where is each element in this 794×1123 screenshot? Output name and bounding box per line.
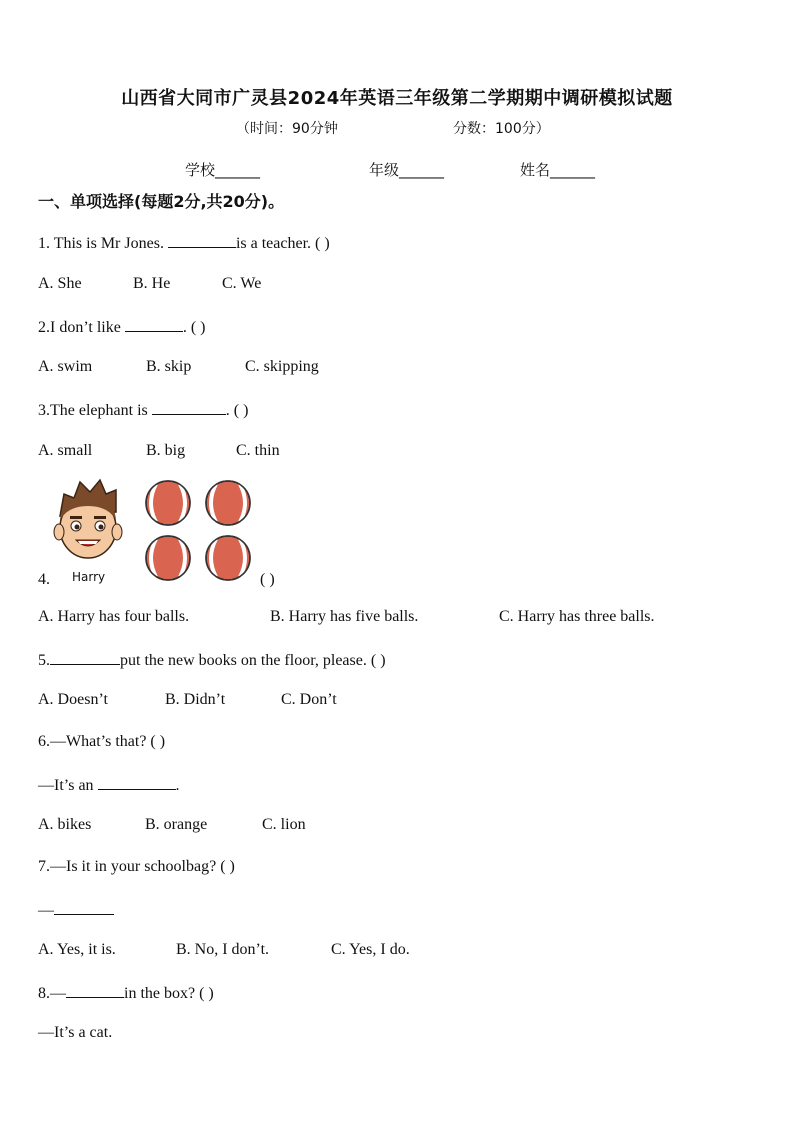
q5-text-pre: 5.: [38, 652, 50, 669]
q2-option-a[interactable]: A. swim: [38, 358, 93, 375]
q2-option-b[interactable]: B. skip: [146, 358, 192, 375]
q3-blank[interactable]: [152, 400, 226, 415]
q3-text-post: . ( ): [225, 402, 249, 419]
q2-blank[interactable]: [125, 317, 183, 332]
q7-option-c[interactable]: C. Yes, I do.: [331, 941, 410, 958]
question-1: [38, 233, 330, 253]
q6-text-pre: —It’s an: [38, 777, 98, 794]
q6-option-c[interactable]: C. lion: [262, 816, 306, 833]
q4-number: 4.: [38, 571, 50, 588]
question-6: 6.—What’s that? ( ): [38, 733, 166, 750]
question-2: [38, 317, 205, 337]
q6-answer-line: [38, 775, 180, 795]
q7-text-pre: —: [38, 902, 54, 919]
question-5: [38, 650, 386, 670]
picture-caption: Harry: [72, 570, 106, 584]
q1-blank[interactable]: [168, 233, 236, 248]
q3-option-c[interactable]: C. thin: [236, 442, 280, 459]
q1-option-a[interactable]: A. She: [38, 275, 82, 292]
beach-ball-icon: [206, 536, 250, 580]
q7-answer-line: [38, 900, 114, 920]
exam-time: （时间：90分钟: [236, 121, 338, 137]
q1-option-b[interactable]: B. He: [133, 275, 171, 292]
q6-text-post: .: [175, 777, 180, 794]
q6-option-b[interactable]: B. orange: [145, 816, 208, 833]
q3-option-b[interactable]: B. big: [146, 442, 186, 459]
q6-blank[interactable]: [98, 775, 176, 790]
section-heading: 一、单项选择(每题2分,共20分)。: [38, 192, 285, 211]
q2-option-c[interactable]: C. skipping: [245, 358, 319, 375]
name-field[interactable]: 姓名______: [520, 161, 596, 179]
q7-option-b[interactable]: B. No, I don’t.: [176, 941, 270, 958]
q2-text-post: . ( ): [182, 319, 206, 336]
q5-option-b[interactable]: B. Didn’t: [165, 691, 226, 708]
q4-option-a[interactable]: A. Harry has four balls.: [38, 608, 190, 625]
q1-text-post: is a teacher. ( ): [235, 235, 330, 252]
question-7: 7.—Is it in your schoolbag? ( ): [38, 858, 235, 875]
q4-answer-paren[interactable]: ( ): [260, 571, 275, 588]
q8-blank[interactable]: [66, 983, 124, 998]
q3-option-a[interactable]: A. small: [38, 442, 93, 459]
boy-face-icon: [54, 480, 122, 558]
q8-text-pre: 8.—: [38, 985, 66, 1002]
q1-text-pre: 1. This is Mr Jones.: [38, 235, 168, 252]
grade-field[interactable]: 年级______: [369, 161, 445, 179]
q5-text-post: put the new books on the floor, please. ( ): [120, 652, 386, 669]
q5-blank[interactable]: [50, 650, 120, 665]
q4-option-c[interactable]: C. Harry has three balls.: [499, 608, 655, 625]
q4-option-b[interactable]: B. Harry has five balls.: [270, 608, 419, 625]
q7-option-a[interactable]: A. Yes, it is.: [38, 941, 116, 958]
beach-ball-icon: [206, 481, 250, 525]
question-8: [38, 983, 214, 1003]
beach-ball-icon: [146, 481, 190, 525]
q5-option-a[interactable]: A. Doesn’t: [38, 691, 108, 708]
q8-answer-line: —It’s a cat.: [38, 1024, 113, 1041]
q3-text-pre: 3.The elephant is: [38, 402, 152, 419]
exam-score: 分数：100分）: [453, 121, 550, 137]
question-3: [38, 400, 248, 420]
q2-text-pre: 2.I don’t like: [38, 319, 125, 336]
q8-text-post: in the box? ( ): [124, 985, 214, 1002]
beach-ball-icon: [146, 536, 190, 580]
school-field[interactable]: 学校______: [185, 161, 261, 179]
q7-blank[interactable]: [54, 900, 114, 915]
q5-option-c[interactable]: C. Don’t: [281, 691, 337, 708]
page-title: 山西省大同市广灵县2024年英语三年级第二学期期中调研模拟试题: [121, 88, 673, 109]
q1-option-c[interactable]: C. We: [222, 275, 262, 292]
q6-option-a[interactable]: A. bikes: [38, 816, 92, 833]
